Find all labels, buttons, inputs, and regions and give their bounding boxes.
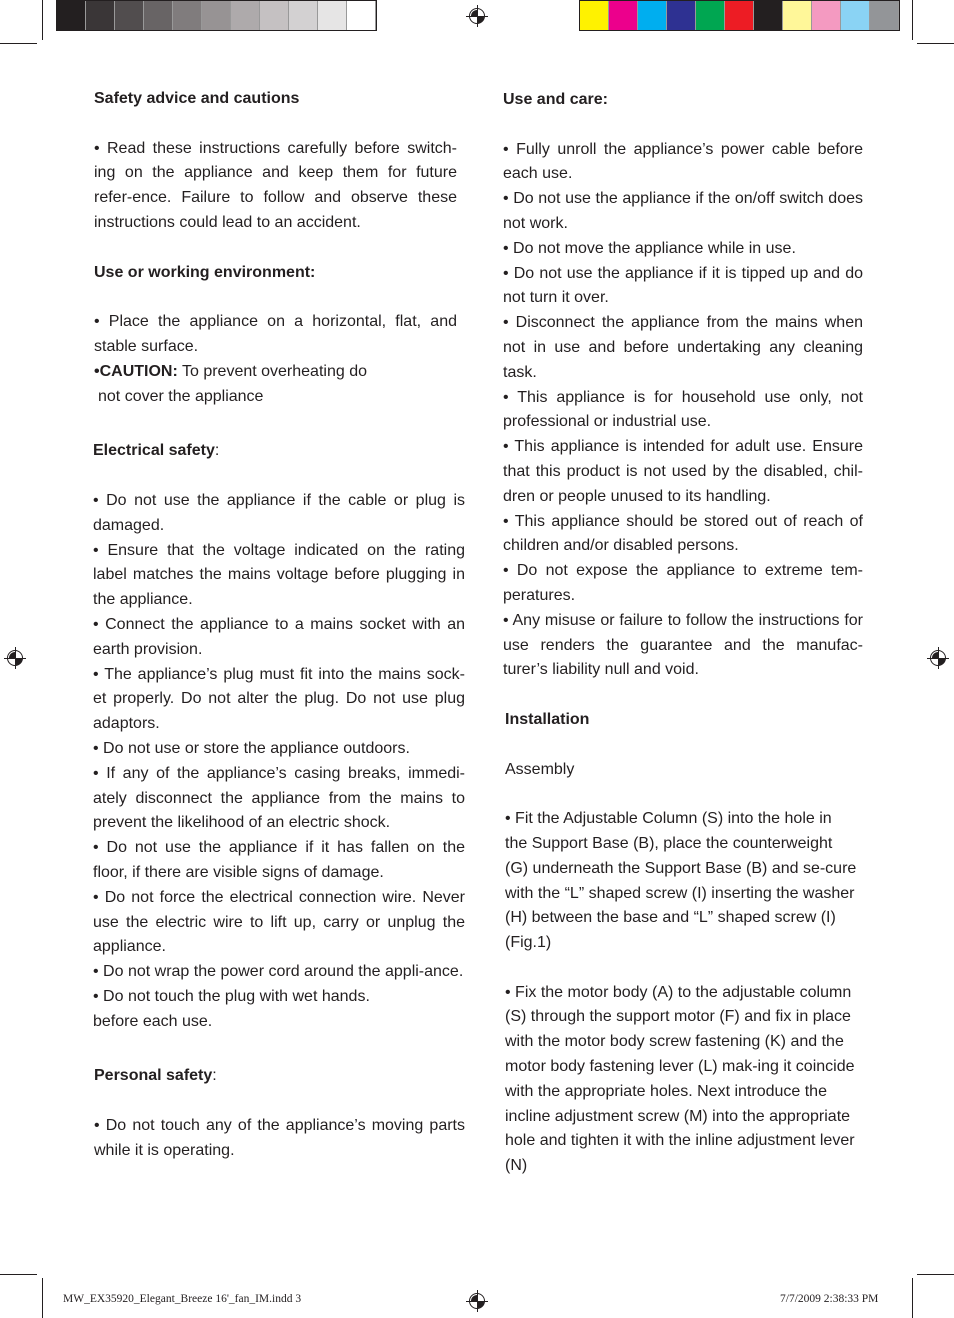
color-swatch xyxy=(841,1,870,30)
color-swatch xyxy=(638,1,667,30)
grayscale-color-bar xyxy=(56,0,377,31)
list-item: • Ensure that the voltage indicated on the rating label matches the mains voltage before plugging in the appliance. xyxy=(93,541,465,609)
safety-text: • Read these instructions carefully before switch-ing on the appliance and keep them for future refer-ence. Failure to follow and observe these instructions could lead to an accident. xyxy=(94,139,457,231)
list-item: • Fully unroll the appliance’s power cable before each use. xyxy=(503,140,863,183)
list-item: • Do not use the appliance if it is tipped up and do not turn it over. xyxy=(503,264,863,307)
list-item: • If any of the appliance’s casing breaks, immedi-ately disconnect the appliance from the mains to prevent the likelihood of an electric shock. xyxy=(93,764,465,832)
caution-label: •CAUTION: xyxy=(94,362,178,380)
color-swatch xyxy=(289,1,318,30)
color-swatch xyxy=(696,1,725,30)
footer-file-name: MW_EX35920_Elegant_Breeze 16'_fan_IM.indd 3 xyxy=(63,1293,302,1305)
left-column xyxy=(93,87,465,1164)
assembly-step: • Fix the motor body (A) to the adjustable column (S) through the support motor (F) and fix in place with the motor body screw fastening (K) and the motor body fastening lever (L) mak-ing it coincide with the appropriate holes. Next introduce the incline adjustment screw (M) into the appropriate hole and tighten it with the inline adjustment lever (N) xyxy=(505,983,855,1175)
list-item: • Disconnect the appliance from the mains when not in use and before undertaking any cleaning task. xyxy=(503,314,863,381)
crop-mark xyxy=(42,0,43,40)
color-swatch xyxy=(725,1,754,30)
registration-mark-icon xyxy=(4,647,26,669)
crop-mark xyxy=(917,1274,954,1275)
list-item: • This appliance is for household use only, not professional or industrial use. xyxy=(503,388,863,431)
registration-mark-icon xyxy=(466,1290,488,1312)
color-swatch xyxy=(173,1,202,30)
electrical-list xyxy=(93,489,465,1035)
use-care-heading: Use and care: xyxy=(503,91,608,108)
list-item: • Do not use the appliance if it has fallen on the floor, if there are visible signs of damage. xyxy=(93,839,465,881)
footer-timestamp: 7/7/2009 2:38:33 PM xyxy=(780,1293,879,1305)
electrical-heading-label: Electrical safety xyxy=(93,442,215,460)
color-swatch xyxy=(202,1,231,30)
list-item: • This appliance should be stored out of reach of children and/or disabled persons. xyxy=(503,512,863,555)
list-item: • Do not move the appliance while in use. xyxy=(503,239,796,257)
personal-heading-colon: : xyxy=(212,1067,217,1085)
crop-mark xyxy=(917,43,954,44)
list-item: • This appliance is intended for adult use. Ensure that this product is not used by the disabled, chil-dren or people unused to its handling. xyxy=(503,438,863,505)
caution-text-continued: not cover the appliance xyxy=(98,387,264,405)
color-swatch xyxy=(783,1,812,30)
caution-note xyxy=(93,360,465,385)
color-swatch xyxy=(754,1,783,30)
color-swatch xyxy=(667,1,696,30)
use-care-list xyxy=(503,138,863,684)
list-item: • Do not use the appliance if the cable or plug is damaged. xyxy=(93,491,465,534)
color-swatch xyxy=(870,1,899,30)
color-swatch xyxy=(318,1,347,30)
list-item: • Do not expose the appliance to extreme tem-peratures. xyxy=(503,562,863,604)
personal-text: • Do not touch any of the appliance’s moving parts while it is operating. xyxy=(94,1117,465,1159)
personal-heading xyxy=(93,1064,465,1089)
crop-mark xyxy=(0,43,37,44)
caution-text: To prevent overheating do xyxy=(177,362,367,380)
list-item: • Do not wrap the power cord around the appli-ance. xyxy=(93,963,464,981)
list-item: • Any misuse or failure to follow the instructions for use renders the guarantee and the manufac-turer’s liability null and void. xyxy=(503,611,863,679)
color-swatch xyxy=(115,1,144,30)
list-item: • Do not force the electrical connection wire. Never use the electric wire to lift up, carry or unplug the appliance. xyxy=(93,888,465,956)
color-swatch xyxy=(57,1,86,30)
electrical-heading-colon: : xyxy=(214,442,220,460)
color-swatch xyxy=(260,1,289,30)
list-item: • The appliance’s plug must fit into the mains sock-et properly. Do not alter the plug. Do not use plug adaptors. xyxy=(93,665,465,733)
color-swatch xyxy=(231,1,260,30)
crop-mark xyxy=(912,0,913,40)
list-item: • Do not use or store the appliance outdoors. xyxy=(93,739,410,757)
crop-mark xyxy=(42,1278,43,1318)
assembly-label: Assembly xyxy=(505,760,575,778)
color-swatch xyxy=(609,1,638,30)
crop-mark xyxy=(912,1278,913,1318)
electrical-heading xyxy=(93,439,465,464)
color-swatch xyxy=(347,1,376,30)
crop-mark xyxy=(0,1274,37,1275)
environment-heading: Use or working environment: xyxy=(94,263,316,281)
registration-mark-icon xyxy=(927,647,949,669)
list-item: • Do not touch the plug with wet hands. xyxy=(93,987,370,1005)
color-swatch xyxy=(144,1,173,30)
personal-heading-label: Personal safety xyxy=(94,1067,213,1085)
process-color-bar xyxy=(579,0,900,31)
list-item: • Connect the appliance to a mains socket with an earth provision. xyxy=(93,615,465,658)
assembly-step: • Fit the Adjustable Column (S) into the hole in the Support Base (B), place the counterweight (G) underneath the Support Base (B) and se-cure with the “L” shaped screw (I) inserting the washer (H) between the base and “L” shaped screw (I) (Fig.1) xyxy=(505,810,857,952)
list-item: before each use. xyxy=(93,1012,213,1030)
color-swatch xyxy=(580,1,609,30)
installation-heading: Installation xyxy=(505,710,590,728)
environment-item: • Place the appliance on a horizontal, flat, and stable surface. xyxy=(94,313,457,355)
list-item: • Do not use the appliance if the on/off switch does not work. xyxy=(503,190,863,232)
color-swatch xyxy=(812,1,841,30)
registration-mark-icon xyxy=(466,5,488,27)
color-swatch xyxy=(86,1,115,30)
safety-heading: Safety advice and cautions xyxy=(94,90,300,107)
right-column xyxy=(503,88,863,1179)
